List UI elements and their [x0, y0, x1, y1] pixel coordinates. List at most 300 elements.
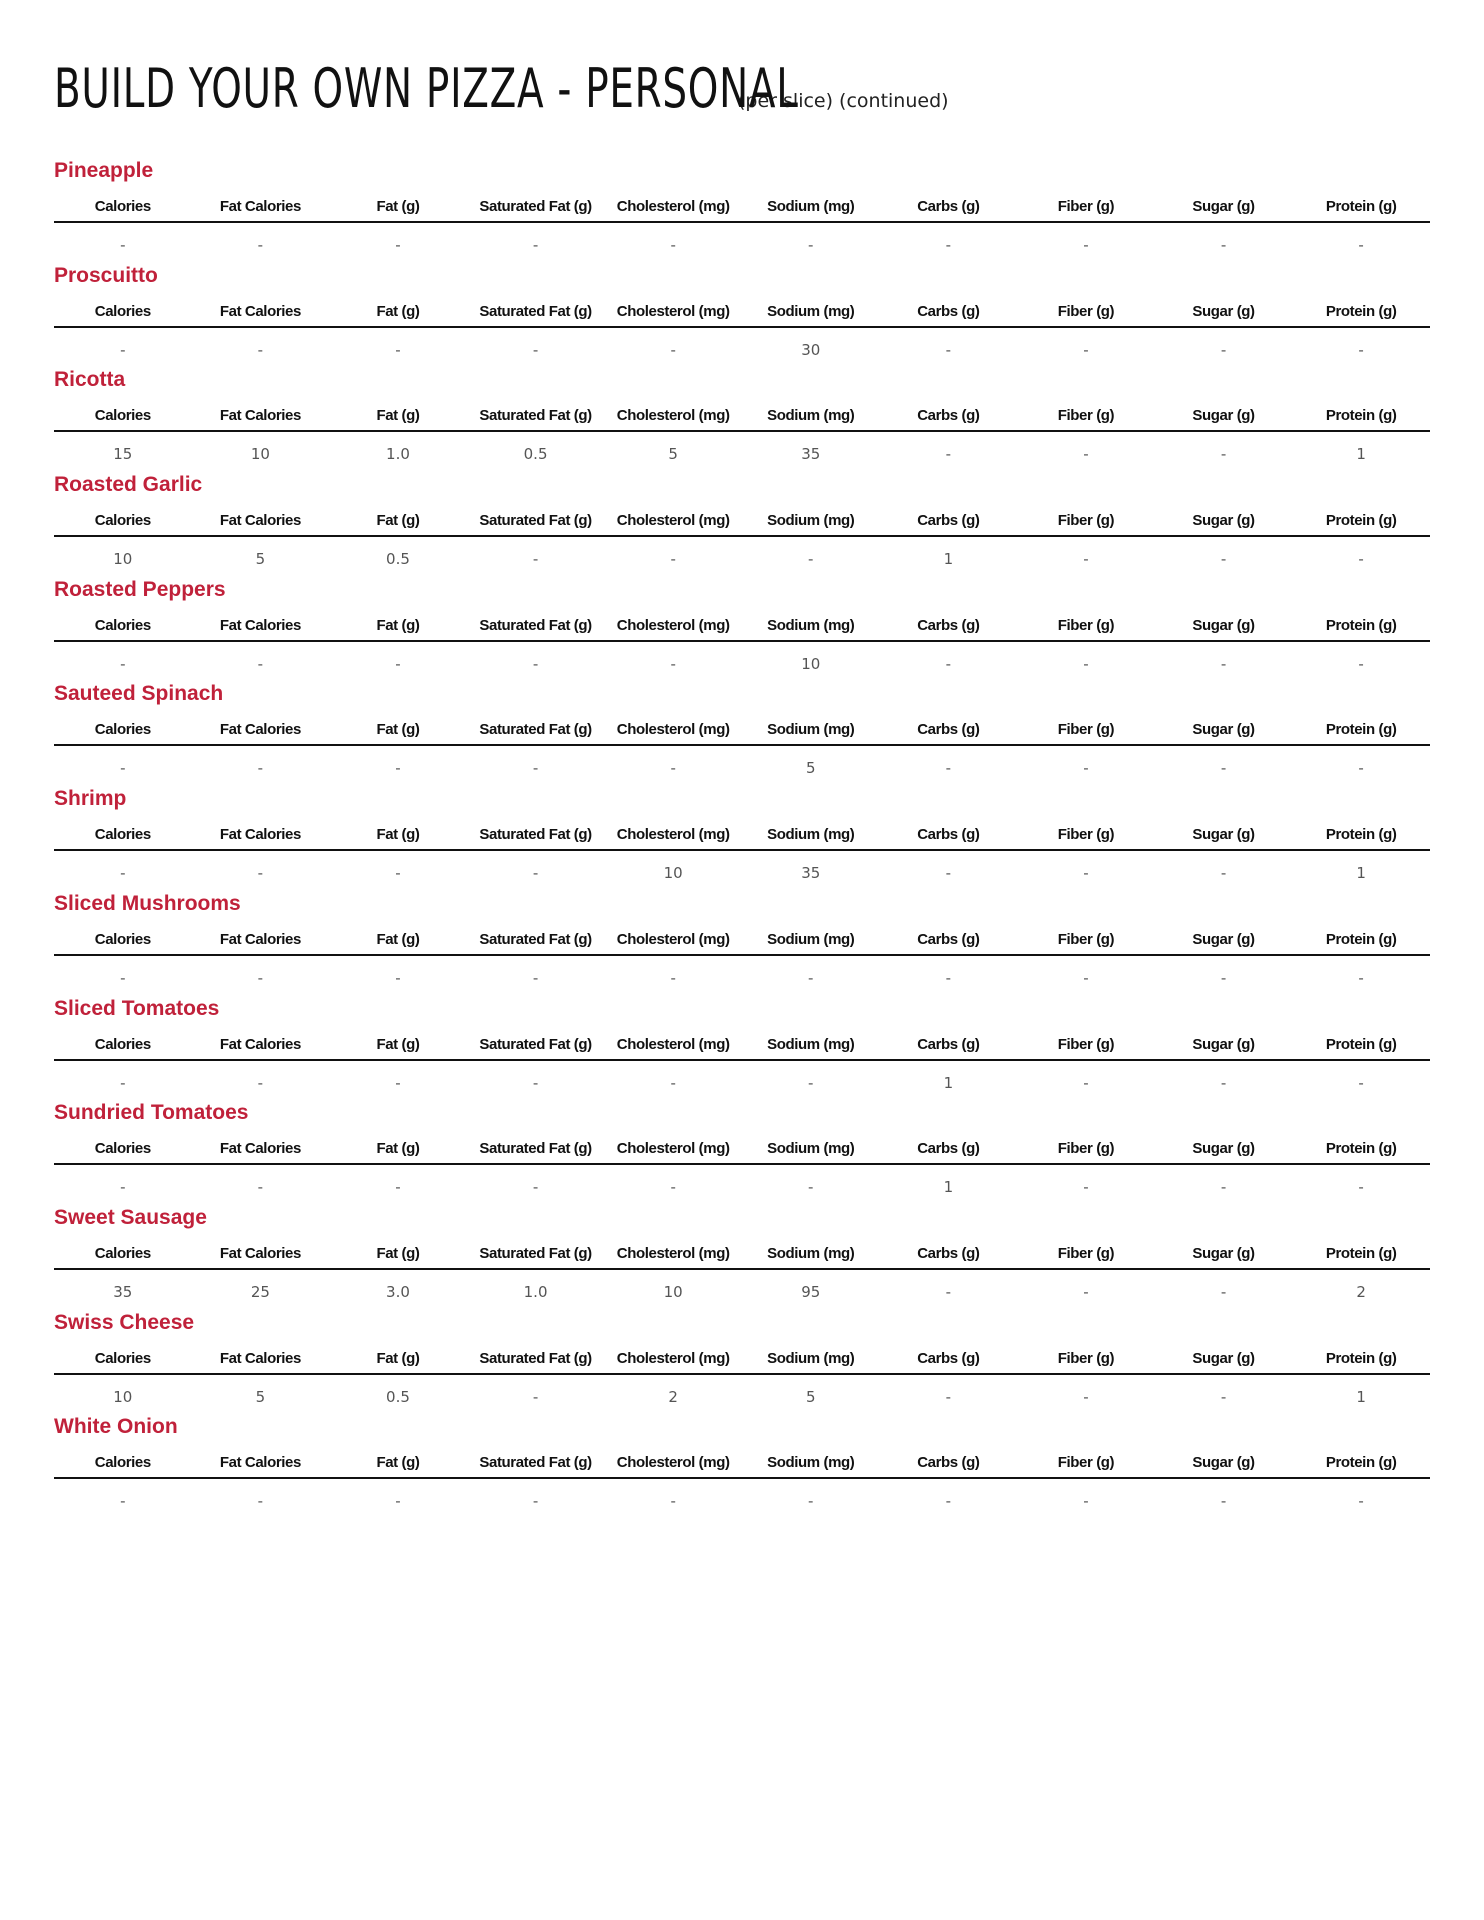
nutrition-value: -	[1083, 759, 1089, 778]
nutrition-value: -	[1220, 445, 1227, 464]
column-header: Sodium (mg)	[767, 512, 855, 530]
nutrition-value: -	[1358, 550, 1364, 569]
nutrition-value: 0.5	[386, 1387, 410, 1406]
nutrition-value: 1.0	[386, 445, 410, 464]
column-header: Fat (g)	[376, 616, 420, 634]
column-header: Sodium (mg)	[767, 930, 855, 948]
column-header: Calories	[94, 1454, 151, 1472]
nutrition-value: -	[1083, 1387, 1089, 1406]
column-header: Cholesterol (mg)	[616, 1140, 730, 1158]
column-header: Calories	[94, 1244, 151, 1262]
item-name: Pineapple	[54, 159, 154, 182]
nutrition-value: -	[1083, 968, 1089, 987]
column-header: Cholesterol (mg)	[616, 826, 730, 844]
nutrition-value: -	[808, 968, 814, 987]
nutrition-value: -	[1083, 550, 1089, 569]
item-name: Sliced Tomatoes	[54, 996, 220, 1020]
nutrition-value: -	[670, 550, 676, 569]
column-header: Carbs (g)	[917, 826, 980, 844]
nutrition-section	[54, 788, 1430, 893]
column-header: Saturated Fat (g)	[479, 721, 592, 739]
nutrition-value: 30	[801, 340, 821, 359]
column-header: Sodium (mg)	[767, 1244, 855, 1262]
column-header: Protein (g)	[1325, 616, 1397, 634]
nutrition-value: 5	[805, 759, 816, 778]
column-header: Calories	[94, 198, 151, 215]
nutrition-value: -	[120, 864, 126, 883]
column-header-row	[54, 1350, 1430, 1375]
nutrition-value: -	[1220, 550, 1227, 569]
column-header: Carbs (g)	[917, 1035, 980, 1053]
column-header: Sodium (mg)	[767, 721, 855, 739]
nutrition-value: -	[670, 1073, 676, 1092]
column-header: Protein (g)	[1325, 826, 1397, 844]
nutrition-value: 0.5	[523, 445, 548, 464]
column-header: Fiber (g)	[1057, 826, 1115, 844]
nutrition-value: -	[395, 340, 401, 359]
nutrition-value: 5	[668, 445, 678, 464]
nutrition-value: -	[1083, 340, 1089, 359]
nutrition-value: 3.0	[386, 1282, 410, 1301]
nutrition-value: 35	[113, 1282, 133, 1301]
column-header: Cholesterol (mg)	[616, 407, 730, 425]
column-header: Fat Calories	[219, 826, 301, 844]
column-header: Calories	[94, 1140, 151, 1158]
value-row	[54, 1074, 1430, 1092]
column-header: Protein (g)	[1325, 302, 1397, 320]
column-header: Cholesterol (mg)	[616, 616, 730, 634]
column-header: Fat (g)	[376, 930, 420, 948]
nutrition-value: -	[532, 1073, 539, 1092]
column-header: Fat Calories	[219, 407, 301, 425]
item-name: Sweet Sausage	[54, 1205, 207, 1229]
nutrition-value: -	[1220, 1073, 1227, 1092]
column-header: Protein (g)	[1325, 1140, 1397, 1158]
column-header: Fat (g)	[376, 512, 420, 530]
nutrition-value: -	[945, 1282, 952, 1301]
nutrition-value: 10	[801, 654, 821, 673]
column-header: Sugar (g)	[1192, 1140, 1255, 1158]
nutrition-value: -	[945, 654, 952, 673]
column-header: Sugar (g)	[1192, 721, 1255, 739]
column-header: Protein (g)	[1325, 1349, 1397, 1367]
nutrition-section	[54, 893, 1430, 998]
page-subtitle: (per slice) (continued)	[738, 90, 949, 112]
nutrition-value: -	[120, 1073, 126, 1092]
nutrition-section	[54, 265, 1430, 370]
column-header: Protein (g)	[1325, 512, 1397, 530]
nutrition-value: -	[1220, 236, 1227, 254]
column-header: Fat Calories	[219, 930, 301, 948]
nutrition-value: -	[532, 1492, 539, 1511]
column-header: Sodium (mg)	[767, 1140, 855, 1158]
column-header: Protein (g)	[1325, 1244, 1397, 1262]
column-header-row	[54, 617, 1430, 642]
nutrition-value: -	[1358, 1178, 1364, 1197]
column-header: Sodium (mg)	[767, 1454, 855, 1472]
nutrition-value: -	[120, 236, 126, 254]
item-name: Sundried Tomatoes	[54, 1101, 249, 1125]
nutrition-value: -	[670, 654, 676, 673]
value-row	[54, 550, 1430, 568]
column-header-row	[54, 303, 1430, 328]
nutrition-value: -	[120, 759, 126, 778]
nutrition-sections	[54, 160, 1430, 1521]
column-header: Calories	[94, 512, 151, 530]
column-header: Carbs (g)	[917, 302, 980, 320]
column-header: Fiber (g)	[1057, 930, 1115, 948]
nutrition-value: 95	[801, 1282, 821, 1301]
nutrition-value: 1	[1356, 1387, 1366, 1406]
nutrition-value: -	[532, 654, 539, 673]
nutrition-value: -	[945, 759, 952, 778]
column-header: Carbs (g)	[917, 616, 980, 634]
nutrition-value: -	[395, 654, 401, 673]
column-header: Fat Calories	[219, 1244, 301, 1262]
column-header-row	[54, 407, 1430, 432]
page-header	[54, 57, 949, 120]
nutrition-section	[54, 1207, 1430, 1312]
column-header: Protein (g)	[1325, 198, 1397, 215]
nutrition-value: -	[945, 1492, 952, 1511]
nutrition-value: 5	[255, 550, 266, 569]
nutrition-value: -	[532, 759, 539, 778]
column-header: Protein (g)	[1325, 1454, 1397, 1472]
column-header: Calories	[94, 1349, 151, 1367]
nutrition-value: -	[532, 1387, 539, 1406]
column-header: Carbs (g)	[917, 1140, 980, 1158]
nutrition-section	[54, 369, 1430, 474]
nutrition-value: 25	[250, 1282, 270, 1301]
nutrition-value: -	[670, 1492, 676, 1511]
value-row	[54, 655, 1430, 673]
value-row	[54, 969, 1430, 987]
column-header: Cholesterol (mg)	[616, 512, 730, 530]
nutrition-section	[54, 474, 1430, 579]
column-header: Saturated Fat (g)	[479, 1035, 592, 1053]
column-header: Saturated Fat (g)	[479, 302, 592, 320]
column-header: Cholesterol (mg)	[616, 930, 730, 948]
column-header: Carbs (g)	[917, 930, 980, 948]
nutrition-value: 0.5	[386, 550, 410, 569]
column-header: Sodium (mg)	[767, 826, 855, 844]
column-header: Cholesterol (mg)	[616, 721, 730, 739]
column-header: Cholesterol (mg)	[616, 1035, 730, 1053]
nutrition-value: -	[1083, 654, 1089, 673]
nutrition-value: 10	[663, 864, 683, 883]
column-header: Sodium (mg)	[767, 616, 855, 634]
nutrition-value: -	[1220, 1282, 1227, 1301]
column-header-row	[54, 826, 1430, 851]
column-header: Fat (g)	[376, 1035, 420, 1053]
nutrition-value: 1	[1356, 445, 1366, 464]
column-header: Protein (g)	[1325, 721, 1397, 739]
value-row	[54, 864, 1430, 882]
nutrition-value: -	[1220, 1387, 1227, 1406]
nutrition-value: -	[945, 340, 952, 359]
column-header: Fat Calories	[219, 512, 301, 530]
nutrition-section	[54, 998, 1430, 1103]
column-header: Fiber (g)	[1057, 1349, 1115, 1367]
column-header: Sodium (mg)	[767, 198, 855, 215]
column-header-row	[54, 1245, 1430, 1270]
nutrition-value: -	[395, 1073, 401, 1092]
nutrition-value: -	[120, 968, 126, 987]
column-header: Fiber (g)	[1057, 721, 1115, 739]
nutrition-value: 10	[663, 1282, 683, 1301]
column-header-row	[54, 1140, 1430, 1165]
nutrition-value: -	[1220, 654, 1227, 673]
column-header: Fiber (g)	[1057, 616, 1115, 634]
column-header: Fat Calories	[219, 1035, 301, 1053]
item-name: Proscuitto	[54, 263, 158, 287]
nutrition-value: -	[808, 1178, 814, 1197]
item-name: Swiss Cheese	[54, 1310, 195, 1334]
value-row	[54, 1178, 1430, 1196]
column-header: Sugar (g)	[1192, 407, 1255, 425]
column-header: Calories	[94, 1035, 151, 1053]
column-header: Fiber (g)	[1057, 302, 1115, 320]
item-name: Sauteed Spinach	[54, 682, 224, 706]
item-name: White Onion	[54, 1415, 178, 1439]
nutrition-value: 35	[801, 864, 821, 883]
nutrition-value: 1	[943, 1073, 954, 1092]
nutrition-value: -	[1083, 1492, 1089, 1511]
item-name: Roasted Peppers	[54, 577, 226, 601]
nutrition-value: -	[532, 864, 539, 883]
column-header: Fiber (g)	[1057, 1035, 1115, 1053]
nutrition-value: 2	[668, 1387, 678, 1406]
column-header: Cholesterol (mg)	[616, 302, 730, 320]
nutrition-value: 1	[943, 1178, 954, 1197]
nutrition-value: -	[257, 340, 264, 359]
column-header: Sugar (g)	[1192, 302, 1255, 320]
nutrition-value: -	[1358, 1492, 1364, 1511]
nutrition-section	[54, 1102, 1430, 1207]
nutrition-value: -	[1358, 654, 1364, 673]
column-header: Carbs (g)	[917, 1244, 980, 1262]
column-header: Cholesterol (mg)	[616, 1454, 730, 1472]
nutrition-value: -	[1083, 445, 1089, 464]
nutrition-value: -	[945, 864, 952, 883]
value-row	[54, 445, 1430, 463]
column-header: Fat (g)	[376, 302, 420, 320]
column-header: Fat Calories	[219, 1140, 301, 1158]
nutrition-value: -	[808, 1073, 814, 1092]
nutrition-value: -	[808, 550, 814, 569]
column-header: Sodium (mg)	[767, 407, 855, 425]
page-title: BUILD YOUR OWN PIZZA - PERSONAL	[54, 57, 799, 120]
nutrition-value: -	[1083, 1073, 1089, 1092]
column-header: Cholesterol (mg)	[616, 1349, 730, 1367]
column-header: Fat (g)	[376, 826, 420, 844]
nutrition-value: -	[257, 236, 264, 254]
nutrition-value: -	[257, 1492, 264, 1511]
column-header: Saturated Fat (g)	[479, 1244, 592, 1262]
nutrition-value: -	[532, 968, 539, 987]
nutrition-value: -	[120, 1178, 126, 1197]
column-header: Fat Calories	[219, 1349, 301, 1367]
column-header: Fiber (g)	[1057, 1244, 1115, 1262]
column-header: Cholesterol (mg)	[616, 198, 730, 215]
value-row	[54, 1388, 1430, 1406]
nutrition-value: -	[1358, 968, 1364, 987]
nutrition-value: -	[808, 236, 814, 254]
nutrition-value: 1	[1356, 864, 1366, 883]
column-header: Sugar (g)	[1192, 1349, 1255, 1367]
column-header: Fat (g)	[376, 198, 420, 215]
column-header: Sugar (g)	[1192, 1244, 1255, 1262]
nutrition-value: -	[532, 340, 539, 359]
column-header: Carbs (g)	[917, 407, 980, 425]
nutrition-value: -	[257, 968, 264, 987]
column-header: Fiber (g)	[1057, 512, 1115, 530]
nutrition-value: -	[1358, 759, 1364, 778]
column-header: Saturated Fat (g)	[479, 930, 592, 948]
nutrition-value: -	[1358, 340, 1364, 359]
column-header: Saturated Fat (g)	[479, 826, 592, 844]
nutrition-value: -	[395, 1178, 401, 1197]
column-header: Fat Calories	[219, 302, 301, 320]
column-header: Fat Calories	[219, 198, 301, 215]
column-header: Carbs (g)	[917, 721, 980, 739]
value-row	[54, 759, 1430, 777]
item-name: Roasted Garlic	[54, 473, 203, 497]
column-header-row	[54, 512, 1430, 537]
column-header: Fat Calories	[219, 616, 301, 634]
nutrition-value: -	[945, 236, 952, 254]
nutrition-value: -	[532, 550, 539, 569]
nutrition-value: -	[1220, 968, 1227, 987]
nutrition-value: -	[1358, 236, 1364, 254]
item-name: Ricotta	[54, 368, 126, 392]
nutrition-value: 5	[255, 1387, 266, 1406]
column-header: Sugar (g)	[1192, 1035, 1255, 1053]
column-header: Calories	[94, 930, 151, 948]
nutrition-value: 1	[943, 550, 954, 569]
nutrition-value: -	[808, 1492, 814, 1511]
column-header: Calories	[94, 826, 151, 844]
column-header: Calories	[94, 407, 151, 425]
column-header-row	[54, 721, 1430, 746]
column-header: Carbs (g)	[917, 1349, 980, 1367]
nutrition-value: -	[257, 759, 264, 778]
nutrition-value: -	[1083, 864, 1089, 883]
column-header-row	[54, 1036, 1430, 1061]
nutrition-value: -	[670, 968, 676, 987]
column-header: Fat (g)	[376, 1349, 420, 1367]
nutrition-section	[54, 683, 1430, 788]
column-header: Fat (g)	[376, 721, 420, 739]
column-header: Fiber (g)	[1057, 1140, 1115, 1158]
column-header: Carbs (g)	[917, 1454, 980, 1472]
nutrition-value: -	[1220, 759, 1227, 778]
column-header: Fat (g)	[376, 1454, 420, 1472]
nutrition-value: -	[532, 236, 539, 254]
column-header: Sugar (g)	[1192, 198, 1255, 215]
value-row	[54, 1283, 1430, 1301]
nutrition-value: -	[257, 1073, 264, 1092]
column-header-row	[54, 198, 1430, 223]
nutrition-value: -	[257, 1178, 264, 1197]
nutrition-value: -	[532, 1178, 539, 1197]
item-name: Shrimp	[54, 787, 127, 811]
nutrition-value: -	[395, 968, 401, 987]
nutrition-value: 10	[250, 445, 270, 464]
nutrition-value: -	[670, 759, 676, 778]
value-row	[54, 341, 1430, 359]
column-header: Saturated Fat (g)	[479, 616, 592, 634]
nutrition-value: 1.0	[523, 1282, 548, 1301]
column-header: Sugar (g)	[1192, 512, 1255, 530]
nutrition-value: -	[395, 759, 401, 778]
nutrition-value: -	[1220, 864, 1227, 883]
column-header: Carbs (g)	[917, 512, 980, 530]
column-header-row	[54, 931, 1430, 956]
column-header: Fat (g)	[376, 1244, 420, 1262]
nutrition-value: 5	[805, 1387, 816, 1406]
nutrition-value: -	[1083, 1178, 1089, 1197]
nutrition-value: 10	[113, 550, 133, 569]
item-name: Sliced Mushrooms	[54, 891, 241, 915]
column-header: Fiber (g)	[1057, 407, 1115, 425]
nutrition-value: -	[395, 1492, 401, 1511]
nutrition-value: -	[395, 236, 401, 254]
value-row	[54, 236, 1430, 254]
nutrition-value: -	[670, 236, 676, 254]
column-header: Sodium (mg)	[767, 1349, 855, 1367]
nutrition-value: -	[670, 1178, 676, 1197]
nutrition-value: -	[257, 864, 264, 883]
column-header: Calories	[94, 302, 151, 320]
column-header: Fiber (g)	[1057, 198, 1115, 215]
column-header: Saturated Fat (g)	[479, 407, 592, 425]
nutrition-value: -	[1083, 1282, 1089, 1301]
nutrition-value: -	[120, 654, 126, 673]
column-header: Sugar (g)	[1192, 826, 1255, 844]
column-header: Saturated Fat (g)	[479, 1349, 592, 1367]
column-header: Fat Calories	[219, 1454, 301, 1472]
nutrition-section	[54, 1312, 1430, 1417]
nutrition-value: -	[1220, 1178, 1227, 1197]
column-header: Cholesterol (mg)	[616, 1244, 730, 1262]
nutrition-value: -	[945, 1387, 952, 1406]
nutrition-value: -	[257, 654, 264, 673]
column-header: Saturated Fat (g)	[479, 1454, 592, 1472]
column-header: Protein (g)	[1325, 1035, 1397, 1053]
column-header: Saturated Fat (g)	[479, 198, 592, 215]
nutrition-section	[54, 579, 1430, 684]
column-header: Sugar (g)	[1192, 616, 1255, 634]
column-header: Fat Calories	[219, 721, 301, 739]
column-header: Calories	[94, 616, 151, 634]
nutrition-value: -	[1358, 1073, 1364, 1092]
nutrition-value: -	[120, 340, 126, 359]
nutrition-value: -	[1220, 1492, 1227, 1511]
nutrition-value: -	[1220, 340, 1227, 359]
column-header: Protein (g)	[1325, 407, 1397, 425]
column-header: Carbs (g)	[917, 198, 980, 215]
column-header: Saturated Fat (g)	[479, 1140, 592, 1158]
nutrition-value: -	[120, 1492, 126, 1511]
nutrition-section	[54, 160, 1430, 265]
nutrition-value: -	[1083, 236, 1089, 254]
nutrition-value: 10	[113, 1387, 133, 1406]
nutrition-value: 15	[113, 445, 133, 464]
column-header-row	[54, 1454, 1430, 1479]
column-header: Sugar (g)	[1192, 1454, 1255, 1472]
column-header: Fiber (g)	[1057, 1454, 1115, 1472]
